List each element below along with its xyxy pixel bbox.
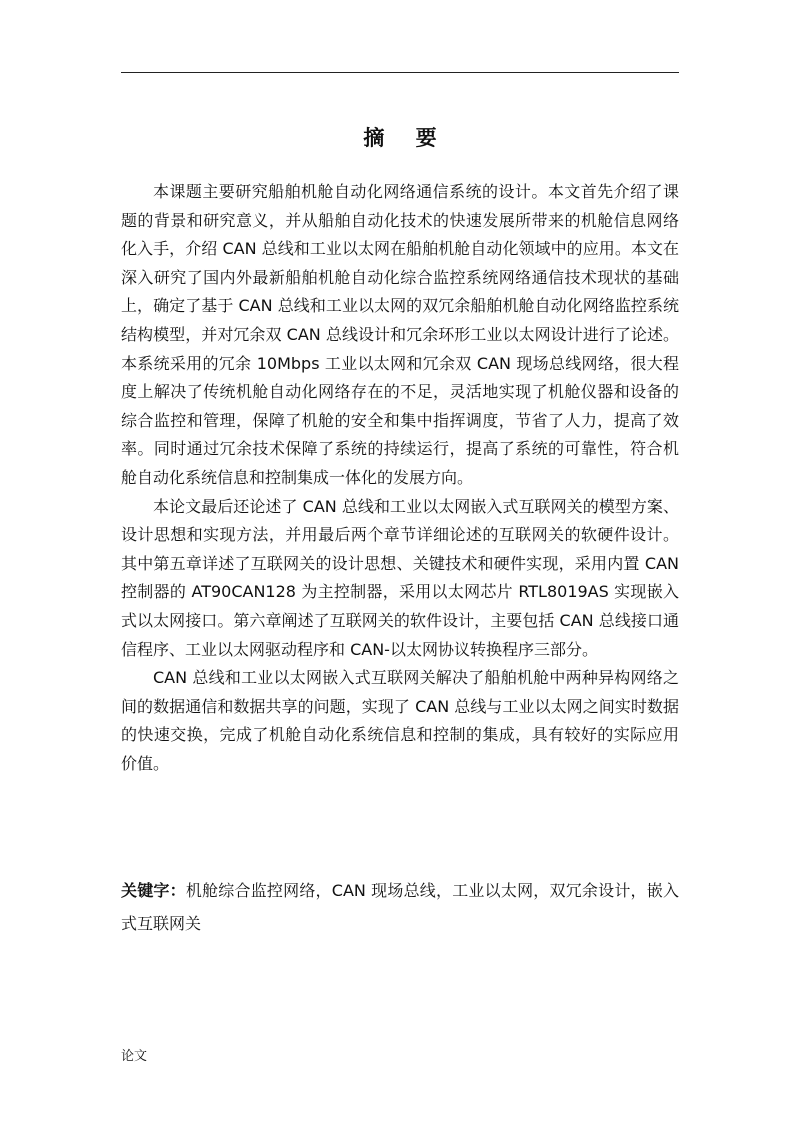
abstract-paragraph-2: 本论文最后还论述了 CAN 总线和工业以太网嵌入式互联网关的模型方案、设计思想和实现方法，并用最后两个章节详细论述的互联网关的软硬件设计。其中第五章详述了互联网关的设计思想、关键技术和硬件实现，采用内置 CAN 控制器的 AT90CAN128 为主控制器，采用以太网芯片 RTL8019AS 实现嵌入式以太网接口。第六章阐述了互联网关的软件设计，主要包括 CAN 总线接口通信程序、工业以太网驱动程序和 CAN-以太网协议转换程序三部分。 xyxy=(121,496,679,659)
header-rule xyxy=(121,72,679,73)
abstract-paragraph-3: CAN 总线和工业以太网嵌入式互联网关解决了船舶机舱中两种异构网络之间的数据通信和数据共享的问题，实现了 CAN 总线与工业以太网之间实时数据的快速交换，完成了机舱自动化系统信息和控制的集成，具有较好的实际应用价值。 xyxy=(121,668,679,773)
footer-label: 论文 xyxy=(121,1049,148,1064)
abstract-body xyxy=(121,178,679,778)
keywords-label: 关键字： xyxy=(121,881,186,900)
keywords-text: 机舱综合监控网络，CAN 现场总线，工业以太网，双冗余设计，嵌入式互联网关 xyxy=(121,881,679,933)
abstract-paragraph-1: 本课题主要研究船舶机舱自动化网络通信系统的设计。本文首先介绍了课题的背景和研究意义，并从船舶自动化技术的快速发展所带来的机舱信息网络化入手，介绍 CAN 总线和工业以太网在船舶机舱自动化领域中的应用。本文在深入研究了国内外最新船舶机舱自动化综合监控系统网络通信技术现状的基础上，确定了基于 CAN 总线和工业以太网的双冗余船舶机舱自动化网络监控系统结构模型，并对冗余双 CAN 总线设计和冗余环形工业以太网设计进行了论述。本系统采用的冗余 10Mbps 工业以太网和冗余双 CAN 现场总线网络，很大程度上解决了传统机舱自动化网络存在的不足，灵活地实现了机舱仪器和设备的综合监控和管理，保障了机舱的安全和集中指挥调度，节省了人力，提高了效率。同时通过冗余技术保障了系统的持续运行，提高了系统的可靠性，符合机舱自动化系统信息和控制集成一体化的发展方向。 xyxy=(121,182,679,487)
keywords-block xyxy=(121,874,679,940)
abstract-title: 摘 要 xyxy=(363,126,449,150)
